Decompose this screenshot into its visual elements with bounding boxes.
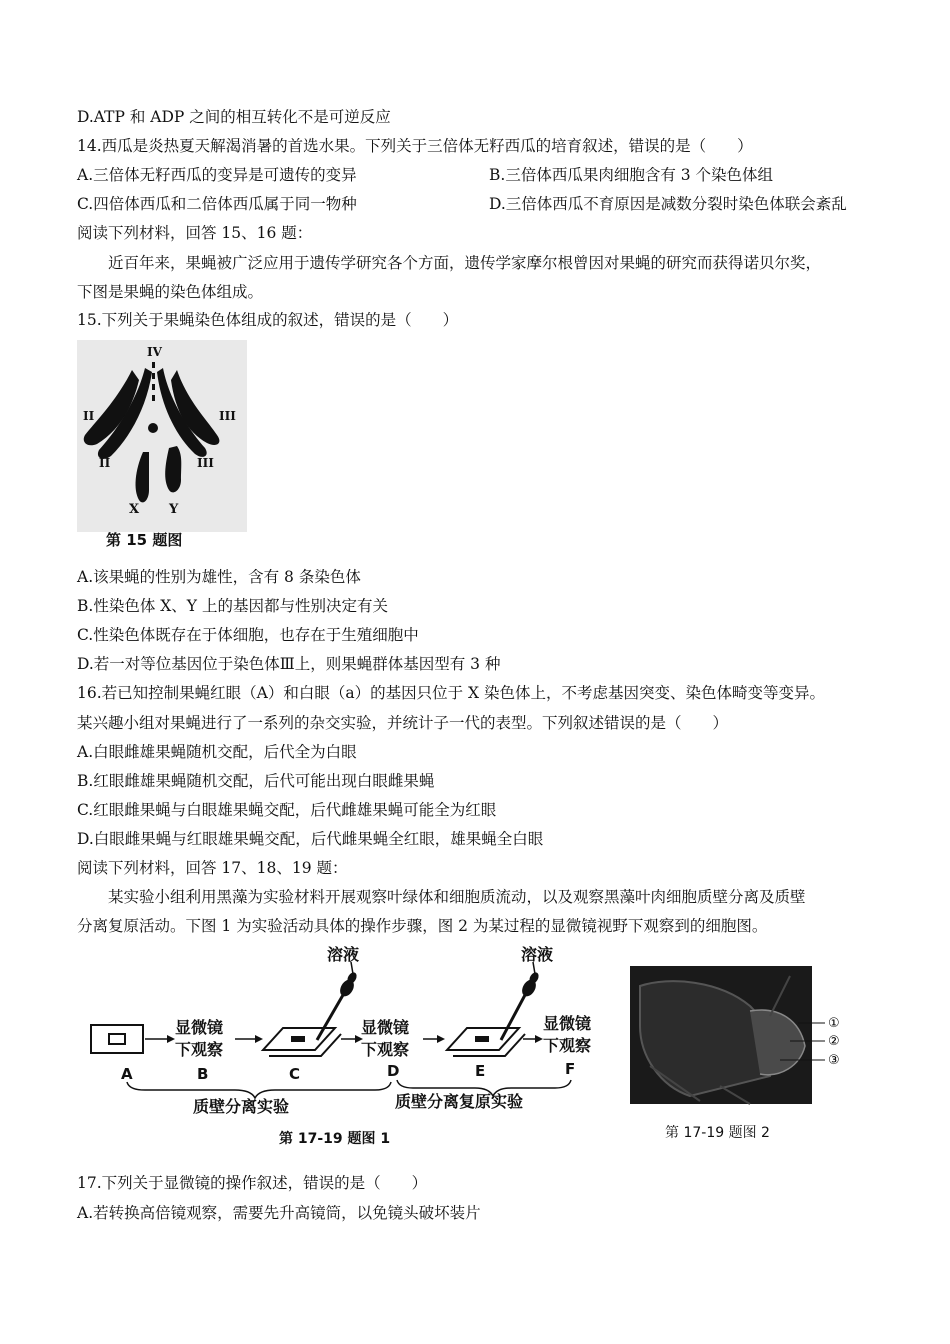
material-15-16-line1: 近百年来，果蝇被广泛应用于遗传学研究各个方面，遗传学家摩尔根曾因对果蝇的研究而获得诺贝尔奖， xyxy=(108,254,822,272)
q14-option-b: B.三倍体西瓜果肉细胞含有 3 个染色体组 xyxy=(489,166,774,184)
arrow-b-c xyxy=(255,1035,263,1043)
label-iii-bottom: III xyxy=(197,456,214,470)
q14-stem: 14.西瓜是炎热夏天解渴消暑的首选水果。下列关于三倍体无籽西瓜的培育叙述，错误的是（ ） xyxy=(77,137,753,155)
fig2-caption: 第 17-19 题图 2 xyxy=(665,1125,770,1141)
q13-option-d: D.ATP 和 ADP 之间的相互转化不是可逆反应 xyxy=(77,108,391,126)
experiment-flow-figure xyxy=(85,940,610,1115)
coverslip-a xyxy=(109,1034,125,1044)
label-y: Y xyxy=(169,502,179,517)
arrow-e-f xyxy=(535,1035,543,1043)
step-d: D xyxy=(387,1062,400,1080)
step-c: C xyxy=(289,1065,301,1083)
arrow-a-b xyxy=(167,1035,175,1043)
q16-option-b: B.红眼雌雄果蝇随机交配，后代可能出现白眼雌果蝇 xyxy=(77,772,435,790)
label-ii-bottom: II xyxy=(99,456,111,470)
material-17-19-line1: 某实验小组利用黑藻为实验材料开展观察叶绿体和细胞质流动，以及观察黑藻叶肉细胞质壁分离及质壁 xyxy=(108,888,806,906)
q14-option-d: D.三倍体西瓜不育原因是减数分裂时染色体联会紊乱 xyxy=(489,195,847,213)
q14-option-c: C.四倍体西瓜和二倍体西瓜属于同一物种 xyxy=(77,195,357,213)
observe2-line1: 显微镜 xyxy=(361,1018,410,1037)
q14-row1 xyxy=(77,165,774,185)
marker-1: ① xyxy=(828,1016,840,1031)
observe3-line2: 下观察 xyxy=(543,1036,592,1055)
read-instruction-17-19: 阅读下列材料，回答 17、18、19 题： xyxy=(77,859,348,877)
microscope-cell-photo xyxy=(630,966,860,1108)
q16-option-a: A.白眼雌雄果蝇随机交配，后代全为白眼 xyxy=(77,743,357,761)
read-instruction-15-16: 阅读下列材料，回答 15、16 题： xyxy=(77,224,313,242)
q16-stem-line2: 某兴趣小组对果蝇进行了一系列的杂交实验，并统计子一代的表型。下列叙述错误的是（ ） xyxy=(77,714,729,732)
observe1-line2: 下观察 xyxy=(175,1040,224,1059)
q14-option-a: A.三倍体无籽西瓜的变异是可遗传的变异 xyxy=(77,166,357,184)
label-ii-top: II xyxy=(83,409,95,423)
q17-option-a: A.若转换高倍镜观察，需要先升高镜筒，以免镜头破坏装片 xyxy=(77,1204,481,1222)
material-15-16-line2: 下图是果蝇的染色体组成。 xyxy=(77,283,264,301)
q15-option-b: B.性染色体 X、Y 上的基因都与性别决定有关 xyxy=(77,597,388,615)
step-e: E xyxy=(475,1062,486,1080)
q17-stem: 17.下列关于显微镜的操作叙述，错误的是（ ） xyxy=(77,1174,428,1192)
solution-label-2: 溶液 xyxy=(521,945,554,964)
q15-option-a: A.该果蝇的性别为雄性，含有 8 条染色体 xyxy=(77,568,361,586)
q16-option-c: C.红眼雌果蝇与白眼雄果蝇交配，后代雌雄果蝇可能全为红眼 xyxy=(77,801,497,819)
sample-c xyxy=(291,1036,305,1042)
label-iii-top: III xyxy=(219,409,236,423)
observe1-line1: 显微镜 xyxy=(175,1018,224,1037)
observe3-line1: 显微镜 xyxy=(543,1014,592,1033)
fruit-fly-chromosome-figure xyxy=(77,340,252,555)
sample-e xyxy=(475,1036,489,1042)
q16-stem-line1: 16.若已知控制果蝇红眼（A）和白眼（a）的基因只位于 X 染色体上，不考虑基因突变、染色体畸变等变异。 xyxy=(77,684,825,702)
q15-stem: 15.下列关于果蝇染色体组成的叙述，错误的是（ ） xyxy=(77,311,459,329)
q15-option-d: D.若一对等位基因位于染色体Ⅲ上，则果蝇群体基因型有 3 种 xyxy=(77,655,501,673)
material-17-19-line2: 分离复原活动。下图 1 为实验活动具体的操作步骤，图 2 为某过程的显微镜视野下观察到的细胞图。 xyxy=(77,917,768,935)
arrow-d-e xyxy=(437,1035,445,1043)
fig1-caption: 第 17-19 题图 1 xyxy=(279,1131,391,1147)
step-a: A xyxy=(121,1065,133,1083)
label-x: X xyxy=(129,502,140,517)
label-iv: IV xyxy=(147,345,162,359)
observe2-line2: 下观察 xyxy=(361,1040,410,1059)
marker-2: ② xyxy=(828,1034,840,1049)
slide-box-a xyxy=(91,1025,143,1053)
marker-3: ③ xyxy=(828,1053,840,1068)
step-b: B xyxy=(197,1065,209,1083)
step-f: F xyxy=(565,1060,576,1078)
solution-label-1: 溶液 xyxy=(327,945,360,964)
fig15-caption: 第 15 题图 xyxy=(106,531,183,549)
q15-option-c: C.性染色体既存在于体细胞，也存在于生殖细胞中 xyxy=(77,626,419,644)
brace2-label: 质壁分离复原实验 xyxy=(395,1092,524,1111)
q14-row2 xyxy=(77,194,847,214)
q16-option-d: D.白眼雌果蝇与红眼雄果蝇交配，后代雌果蝇全红眼，雄果蝇全白眼 xyxy=(77,830,544,848)
brace1-label: 质壁分离实验 xyxy=(193,1097,290,1115)
brace-plasmolysis xyxy=(127,1082,391,1098)
